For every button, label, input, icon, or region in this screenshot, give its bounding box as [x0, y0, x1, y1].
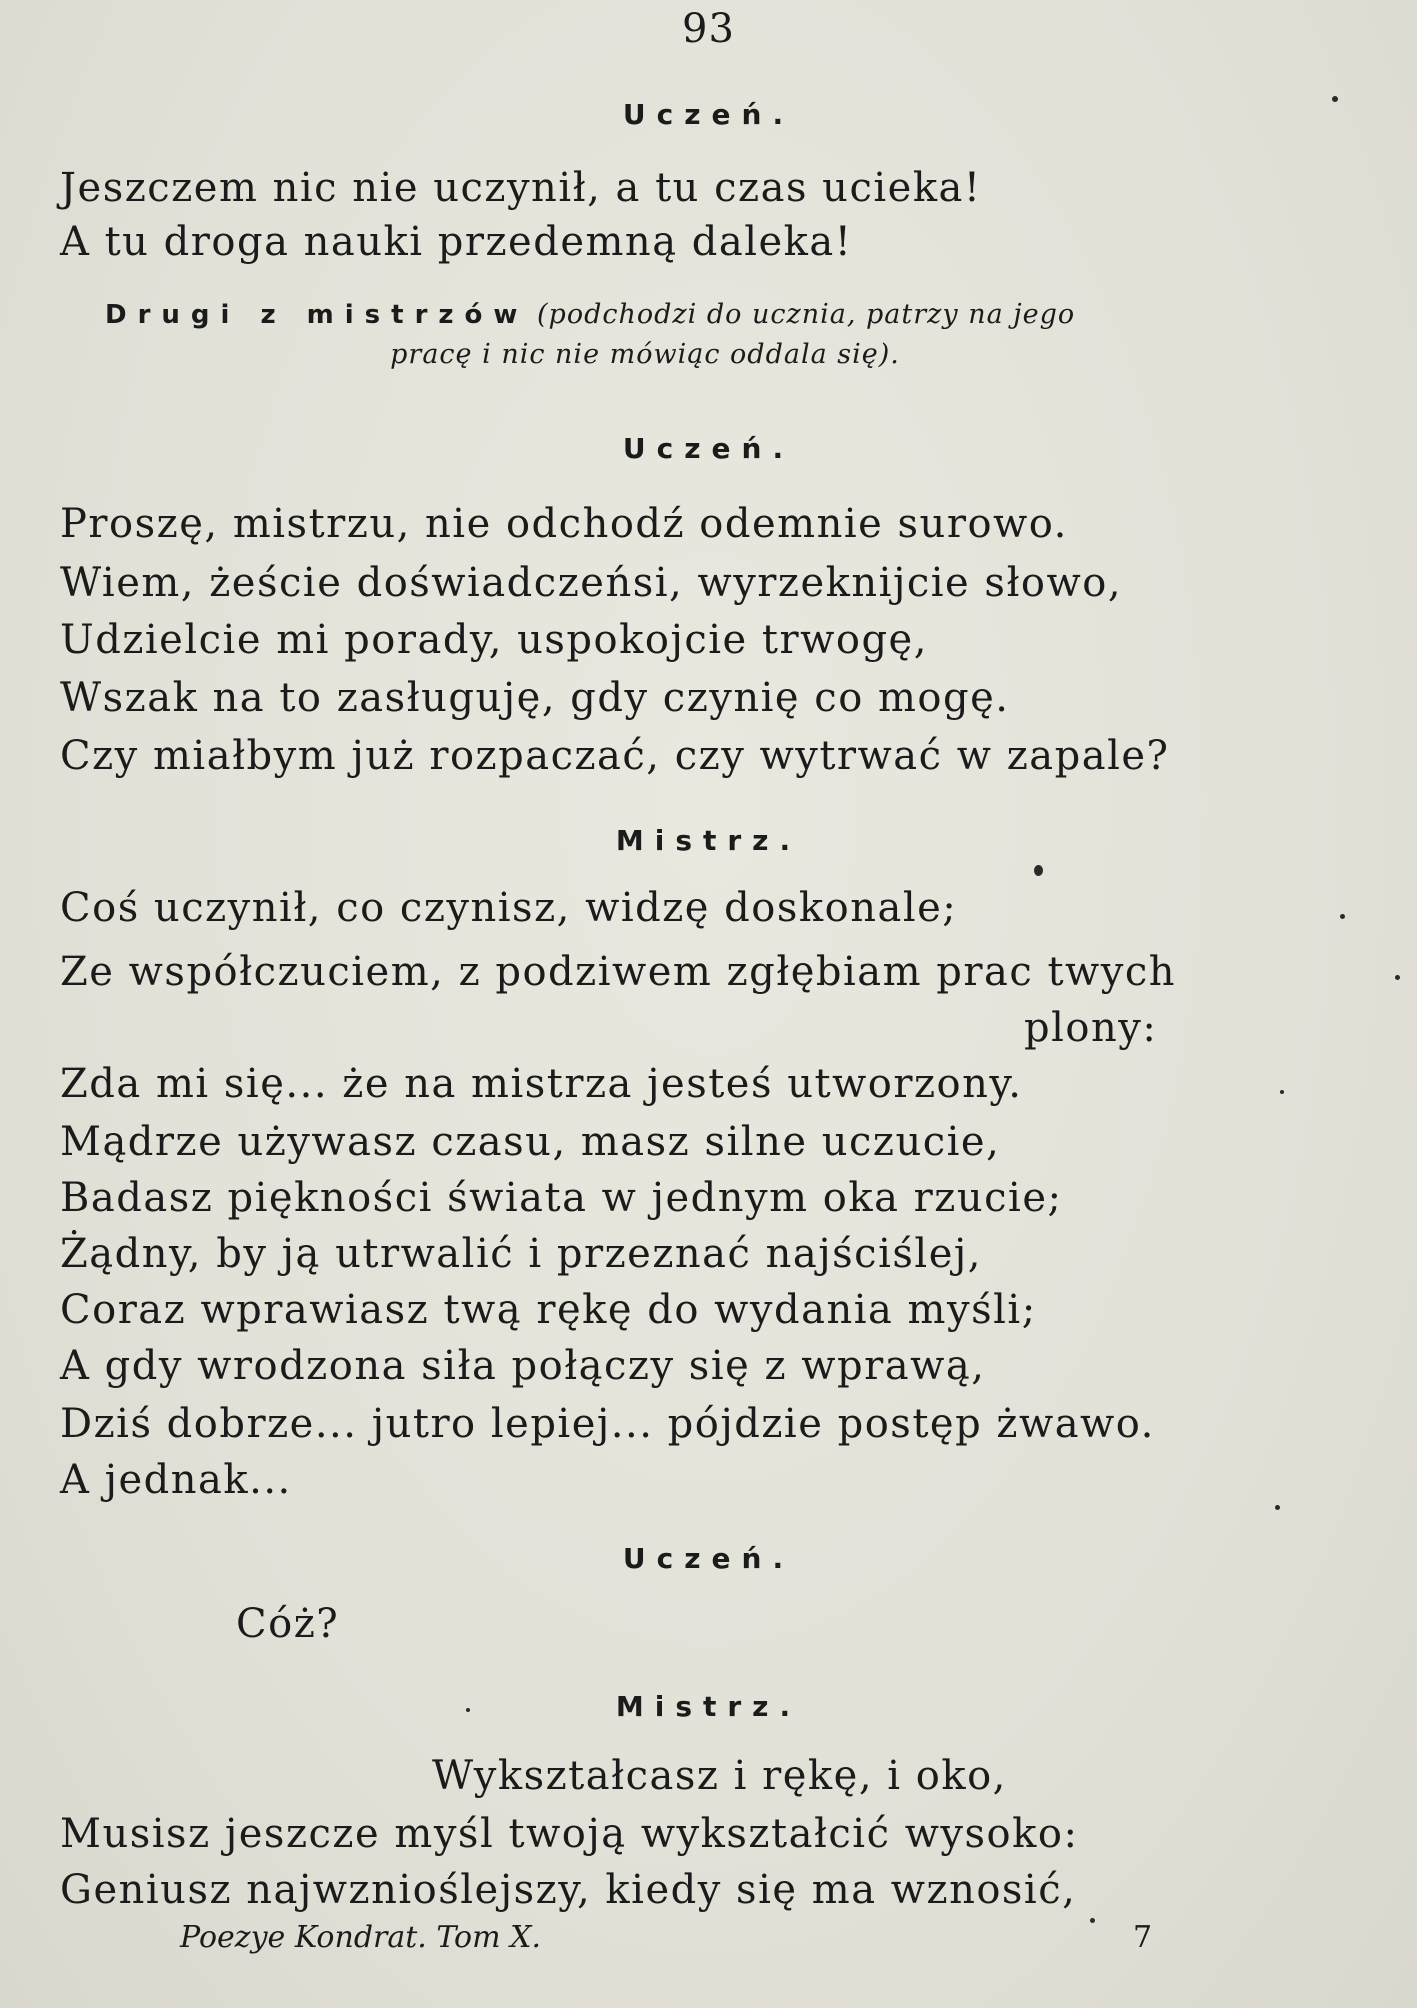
signature-mark: 7 — [1133, 1920, 1153, 1955]
verse-line: Żądny, by ją utrwalić i przeznać najściślej, — [60, 1231, 982, 1277]
paper-speck — [1332, 96, 1338, 102]
stage-direction-speaker: Drugi z mistrzów — [105, 300, 529, 330]
verse-line: Musisz jeszcze myśl twoją wykształcić wysoko: — [60, 1811, 1079, 1857]
verse-line: Udzielcie mi porady, uspokojcie trwogę, — [60, 617, 928, 663]
paper-speck — [466, 1708, 470, 1712]
speaker-heading: Uczeń. — [622, 432, 795, 465]
verse-line: A gdy wrodzona siła połączy się z wprawą, — [60, 1343, 986, 1389]
stage-direction-text: (podchodzi do ucznia, patrzy na jego — [537, 299, 1076, 330]
verse-line: Coś uczynił, co czynisz, widzę doskonale; — [60, 885, 958, 931]
verse-line: Wykształcasz i rękę, i oko, — [432, 1753, 1007, 1799]
speaker-heading: Uczeń. — [622, 98, 795, 131]
speaker-heading: Mistrz. — [615, 1690, 802, 1723]
stage-direction-text: pracę i nic nie mówiąc oddala się). — [390, 339, 900, 370]
verse-line: Cóż? — [236, 1601, 340, 1647]
verse-line: Wiem, żeście doświadczeńsi, wyrzeknijcie słowo, — [60, 560, 1123, 606]
verse-line: Ze współczuciem, z podziwem zgłębiam prac twych — [60, 949, 1177, 995]
paper-speck — [1395, 975, 1400, 980]
verse-line: Badasz piękności świata w jednym oka rzucie; — [60, 1175, 1063, 1221]
page-number: 93 — [682, 6, 735, 52]
paper-speck — [1280, 1090, 1284, 1094]
verse-line-continuation: plony: — [1024, 1005, 1158, 1051]
verse-line: Geniusz najwznioślejszy, kiedy się ma wznosić, — [60, 1867, 1077, 1913]
verse-line: Coraz wprawiasz twą rękę do wydania myśli; — [60, 1287, 1037, 1333]
verse-line: A jednak... — [60, 1457, 292, 1503]
verse-line: Mądrze używasz czasu, masz silne uczucie, — [60, 1119, 1001, 1165]
paper-speck — [1034, 865, 1043, 876]
verse-line: Wszak na to zasługuję, gdy czynię co mogę. — [60, 675, 1010, 721]
paper-speck — [1340, 914, 1345, 919]
verse-line: Dziś dobrze... jutro lepiej... pójdzie postęp żwawo. — [60, 1401, 1155, 1447]
verse-line: A tu droga nauki przedemną daleka! — [60, 219, 853, 265]
verse-line: Czy miałbym już rozpaczać, czy wytrwać w zapale? — [60, 733, 1170, 779]
footer-title: Poezye Kondrat. Tom X. — [180, 1920, 541, 1955]
paper-speck — [1090, 1918, 1095, 1923]
verse-line: Jeszczem nic nie uczynił, a tu czas ucieka! — [60, 165, 982, 211]
speaker-heading: Uczeń. — [622, 1542, 795, 1575]
paper-speck — [1275, 1505, 1280, 1510]
verse-line: Proszę, mistrzu, nie odchodź odemnie surowo. — [60, 501, 1068, 547]
verse-line: Zda mi się... że na mistrza jesteś utworzony. — [60, 1061, 1023, 1107]
page-footer — [0, 1920, 1417, 1960]
speaker-heading: Mistrz. — [615, 824, 802, 857]
stage-direction — [105, 295, 1265, 375]
